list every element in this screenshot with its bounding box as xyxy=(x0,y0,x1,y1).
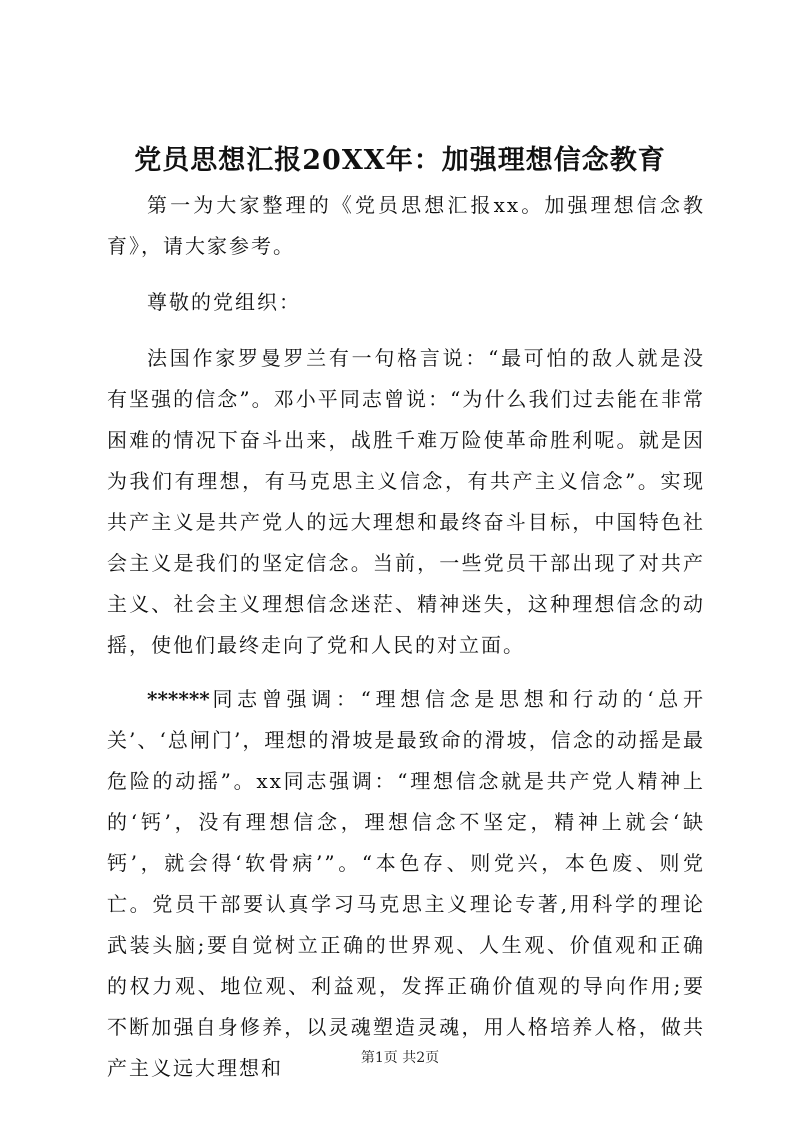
document-title: 党员思想汇报20XX年：加强理想信念教育 xyxy=(134,145,666,176)
document-body xyxy=(107,185,705,1101)
body-paragraph-2 xyxy=(107,679,705,1089)
page-footer xyxy=(0,1048,800,1068)
page-number-info: 第1页 共2页 xyxy=(360,1050,440,1066)
redacted-name: ****** xyxy=(147,687,210,711)
body-paragraph-2-text: 同志曾强调：“理想信念是思想和行动的‘总开关’、‘总闸门’，理想的滑坡是最致命的滑坡，信念的动摇是最危险的动摇”。xx同志强调：“理想信念就是共产党人精神上的‘钙’，没有理想信念，理想信念不坚定，精神上就会‘缺钙’，就会得‘软骨病’”。“本色存、则党兴，本色废、则党亡。党员干部要认真学习马克思主义理论专著,用科学的理论武装头脑;要自觉树立正确的世界观、人生观、价值观和正确的权力观、地位观、利益观，发挥正确价值观的导向作用;要不断加强自身修养，以灵魂塑造灵魂，用人格培养人格，做共产主义远大理想和 xyxy=(107,687,705,1080)
body-paragraph-1: 法国作家罗曼罗兰有一句格言说：“最可怕的敌人就是没有坚强的信念”。邓小平同志曾说：“为什么我们过去能在非常困难的情况下奋斗出来，战胜千难万险使革命胜利呢。就是因为我们有理想，有马克思主义信念，有共产主义信念”。实现共产主义是共产党人的远大理想和最终奋斗目标，中国特色社会主义是我们的坚定信念。当前，一些党员干部出现了对共产主义、社会主义理想信念迷茫、精神迷失，这种理想信念的动摇，使他们最终走向了党和人民的对立面。 xyxy=(107,346,705,657)
intro-paragraph: 第一为大家整理的《党员思想汇报xx。加强理想信念教育》，请大家参考。 xyxy=(107,193,705,258)
salutation-paragraph: 尊敬的党组织： xyxy=(147,290,301,314)
